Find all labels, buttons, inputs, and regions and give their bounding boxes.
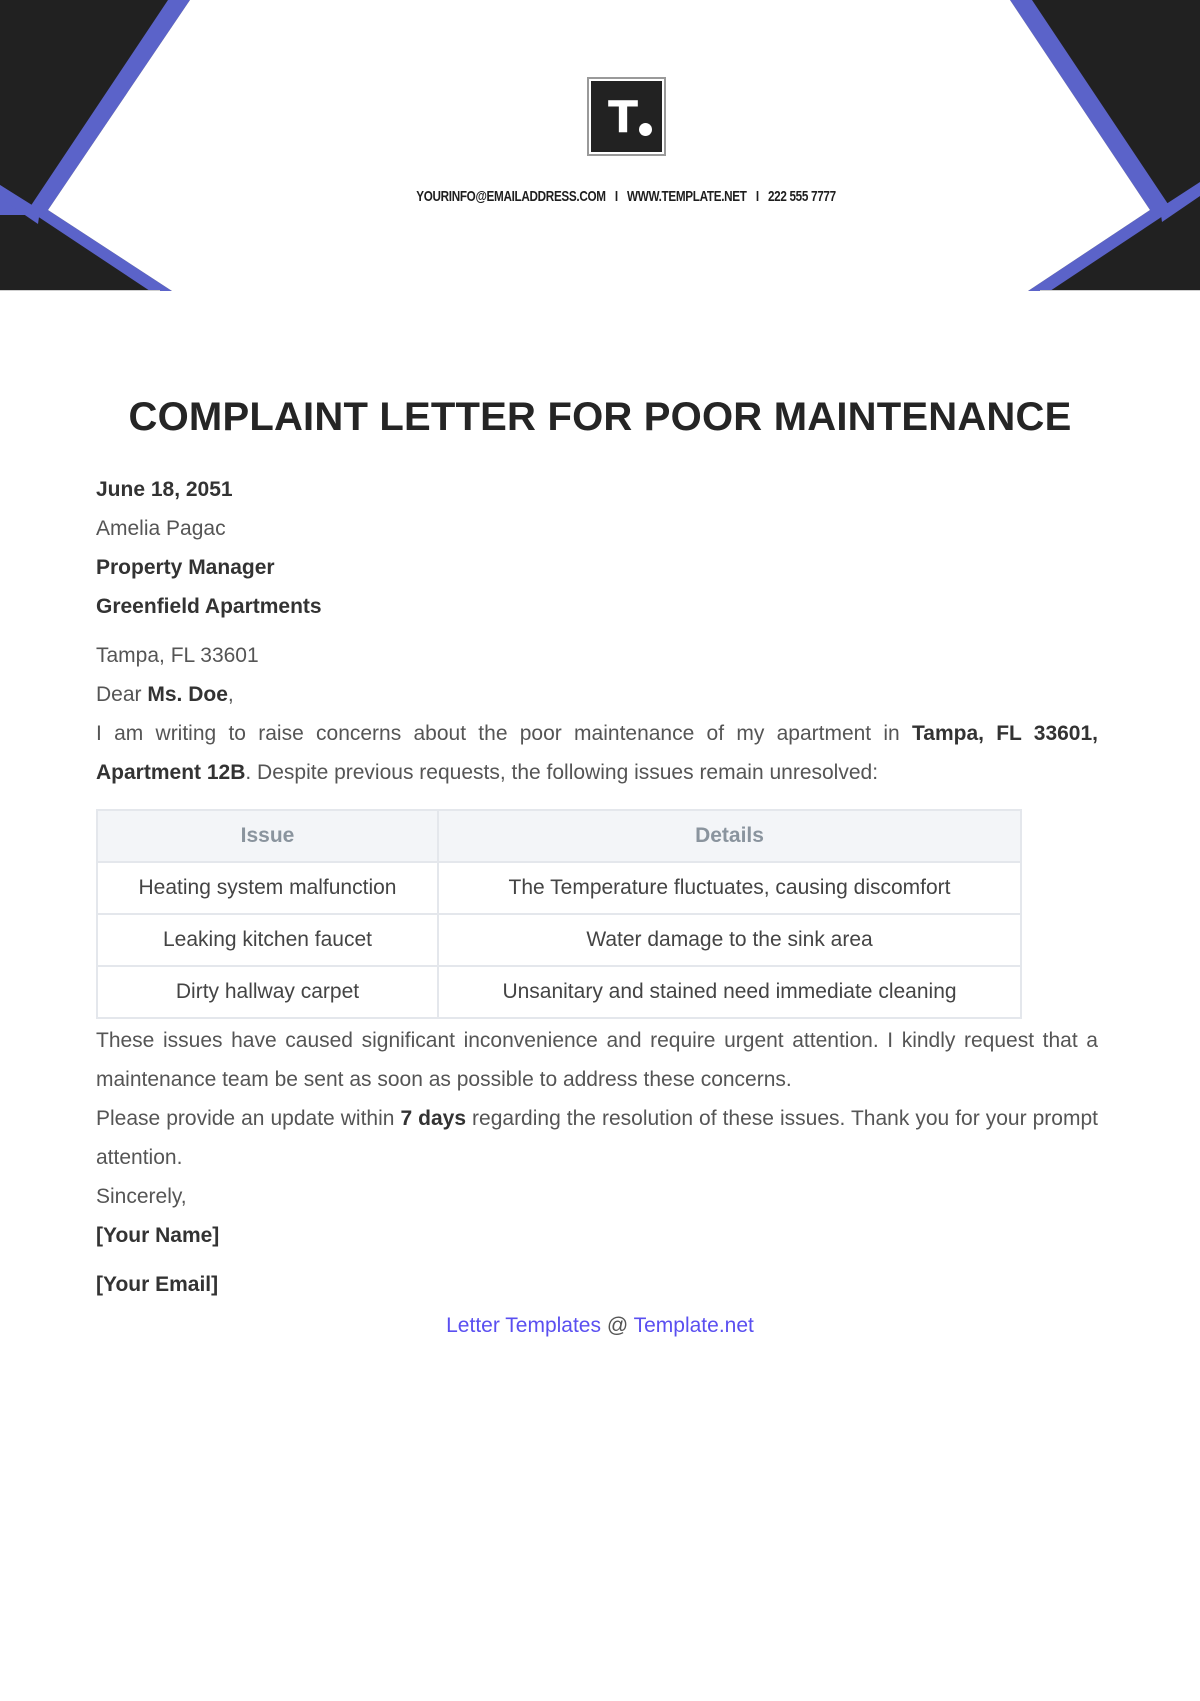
contact-separator: I [614, 188, 618, 205]
table-row [97, 862, 1021, 914]
contact-phone: 222 555 7777 [767, 188, 836, 205]
template-logo-icon [587, 77, 666, 156]
issues-table [96, 809, 1022, 1019]
body2-text: Please provide an update within [96, 1107, 401, 1130]
template-net-link[interactable]: Template.net [633, 1314, 754, 1337]
logo-dot [639, 123, 652, 136]
contact-website: WWW.TEMPLATE.NET [627, 188, 747, 205]
letter-body [96, 470, 1098, 1304]
contact-email: YOURINFO@EMAILADDRESS.COM [416, 188, 606, 205]
letter-templates-link[interactable]: Letter Templates [446, 1314, 601, 1337]
contact-separator: I [755, 188, 759, 205]
recipient-name: Amelia Pagac [96, 517, 226, 540]
recipient-title: Property Manager [96, 556, 275, 579]
table-header-row [97, 810, 1021, 862]
details-cell: Water damage to the sink area [438, 914, 1021, 966]
salutation-suffix: , [227, 683, 234, 706]
salutation-name: Ms. Doe [147, 683, 228, 706]
issue-cell: Heating system malfunction [97, 862, 438, 914]
intro-paragraph [96, 714, 1098, 792]
body-paragraph-1: These issues have caused significant inconvenience and require urgent attention. I kindly request that a maintenance team be sent as soon as possible to address these concerns. [96, 1029, 1098, 1091]
deadline-bold: 7 days [400, 1107, 467, 1130]
issue-cell: Leaking kitchen faucet [97, 914, 438, 966]
signature-email: [Your Email] [96, 1273, 219, 1296]
letter-date: June 18, 2051 [96, 478, 233, 501]
details-cell: Unsanitary and stained need immediate cleaning [438, 966, 1021, 1018]
contact-info [138, 188, 1115, 205]
footer-at: @ [601, 1314, 634, 1337]
intro-address-bold: Tampa, FL 33601, Apartment 12B [96, 722, 1098, 784]
salutation [96, 675, 1098, 714]
recipient-company: Greenfield Apartments [96, 595, 322, 618]
salutation-prefix: Dear [96, 683, 148, 706]
body-paragraph-2 [96, 1099, 1098, 1177]
footer-attribution [0, 1314, 1200, 1338]
intro-text: I am writing to raise concerns about the poor maintenance of my apartment in [96, 722, 912, 745]
recipient-address: Tampa, FL 33601 [96, 644, 259, 667]
signature-name: [Your Name] [96, 1224, 220, 1247]
column-header-details: Details [438, 810, 1021, 862]
issue-cell: Dirty hallway carpet [97, 966, 438, 1018]
details-cell: The Temperature fluctuates, causing discomfort [438, 862, 1021, 914]
column-header-issue: Issue [97, 810, 438, 862]
intro-text-end: . Despite previous requests, the following issues remain unresolved: [245, 761, 879, 784]
table-row [97, 914, 1021, 966]
letterhead [0, 0, 1200, 291]
closing: Sincerely, [96, 1185, 187, 1208]
table-row [97, 966, 1021, 1018]
body2-text-end: regarding the resolution of these issues. Thank you for your prompt attention. [96, 1107, 1098, 1169]
logo-letter: T [608, 92, 639, 143]
document-title: COMPLAINT LETTER FOR POOR MAINTENANCE [128, 395, 1072, 439]
